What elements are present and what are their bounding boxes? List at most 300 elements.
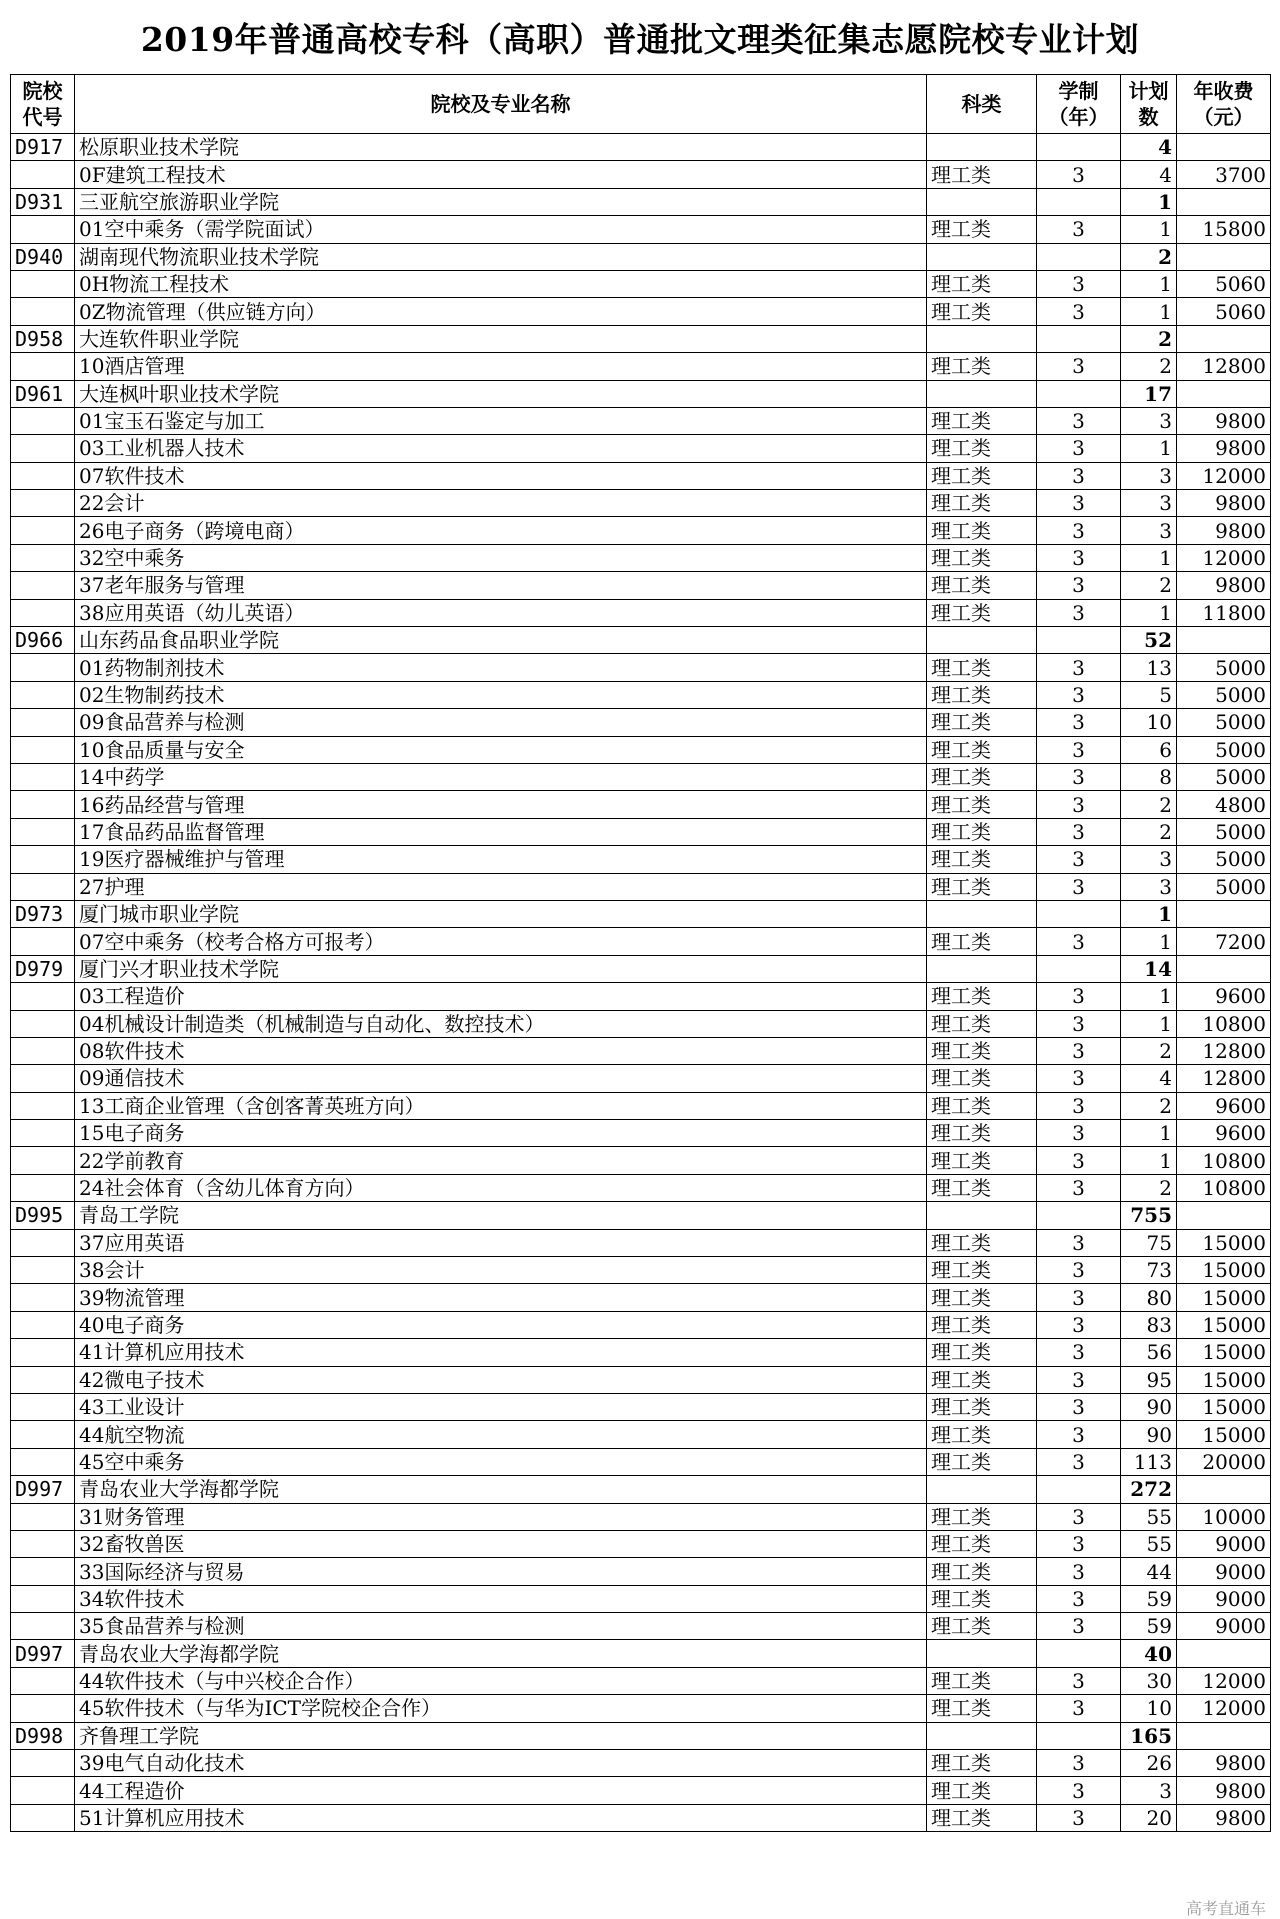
major-row (11, 1147, 1271, 1174)
header-years-line2: （年） (1048, 105, 1109, 129)
major-name: 44软件技术（与中兴校企合作） (75, 1667, 927, 1694)
table-body (11, 134, 1271, 1832)
school-row (11, 188, 1271, 215)
major-code-empty (11, 928, 75, 955)
header-years-line1: 学制 (1058, 79, 1099, 103)
major-row (11, 709, 1271, 736)
major-code-empty (11, 161, 75, 188)
school-row (11, 1640, 1271, 1667)
major-row (11, 1092, 1271, 1119)
major-fee: 5000 (1177, 709, 1271, 736)
major-code-empty (11, 270, 75, 297)
school-fee-empty (1177, 1202, 1271, 1229)
major-name: 04机械设计制造类（机械制造与自动化、数控技术） (75, 1010, 927, 1037)
major-plan: 1 (1121, 983, 1177, 1010)
major-plan: 2 (1121, 1037, 1177, 1064)
header-name: 院校及专业名称 (75, 75, 927, 134)
major-category: 理工类 (927, 928, 1037, 955)
school-fee-empty (1177, 380, 1271, 407)
major-code-empty (11, 1229, 75, 1256)
major-code-empty (11, 490, 75, 517)
school-name: 青岛农业大学海都学院 (75, 1476, 927, 1503)
major-fee: 9800 (1177, 572, 1271, 599)
major-plan: 1 (1121, 1120, 1177, 1147)
major-name: 44工程造价 (75, 1777, 927, 1804)
major-plan: 1 (1121, 270, 1177, 297)
major-code-empty (11, 1503, 75, 1530)
major-fee: 15000 (1177, 1257, 1271, 1284)
major-plan: 44 (1121, 1558, 1177, 1585)
school-category-empty (927, 627, 1037, 654)
major-row (11, 1120, 1271, 1147)
major-category: 理工类 (927, 462, 1037, 489)
major-plan: 1 (1121, 544, 1177, 571)
major-code-empty (11, 873, 75, 900)
major-years: 3 (1037, 873, 1121, 900)
major-name: 32畜牧兽医 (75, 1530, 927, 1557)
major-category: 理工类 (927, 1229, 1037, 1256)
major-name: 39物流管理 (75, 1284, 927, 1311)
school-name: 大连枫叶职业技术学院 (75, 380, 927, 407)
school-category-empty (927, 1202, 1037, 1229)
major-fee: 5060 (1177, 298, 1271, 325)
major-name: 37应用英语 (75, 1229, 927, 1256)
major-fee: 9600 (1177, 983, 1271, 1010)
major-fee: 5000 (1177, 763, 1271, 790)
major-plan: 55 (1121, 1503, 1177, 1530)
major-row (11, 1695, 1271, 1722)
major-plan: 1 (1121, 435, 1177, 462)
major-row (11, 270, 1271, 297)
school-fee-empty (1177, 1722, 1271, 1749)
school-plan-total: 14 (1121, 955, 1177, 982)
major-category: 理工类 (927, 298, 1037, 325)
major-category: 理工类 (927, 572, 1037, 599)
major-years: 3 (1037, 1092, 1121, 1119)
school-plan-total: 165 (1121, 1722, 1177, 1749)
major-fee: 9800 (1177, 1750, 1271, 1777)
school-plan-total: 2 (1121, 325, 1177, 352)
school-category-empty (927, 243, 1037, 270)
major-years: 3 (1037, 270, 1121, 297)
school-plan-total: 1 (1121, 188, 1177, 215)
major-fee: 9800 (1177, 490, 1271, 517)
major-name: 38应用英语（幼儿英语） (75, 599, 927, 626)
major-category: 理工类 (927, 1804, 1037, 1831)
major-fee: 9800 (1177, 435, 1271, 462)
major-fee: 5060 (1177, 270, 1271, 297)
major-years: 3 (1037, 1393, 1121, 1420)
major-category: 理工类 (927, 1366, 1037, 1393)
school-category-empty (927, 188, 1037, 215)
major-years: 3 (1037, 599, 1121, 626)
school-category-empty (927, 1722, 1037, 1749)
major-name: 03工程造价 (75, 983, 927, 1010)
school-years-empty (1037, 243, 1121, 270)
major-row (11, 572, 1271, 599)
major-years: 3 (1037, 1777, 1121, 1804)
major-row (11, 1065, 1271, 1092)
school-years-empty (1037, 380, 1121, 407)
major-code-empty (11, 791, 75, 818)
major-fee: 12000 (1177, 1667, 1271, 1694)
major-row (11, 928, 1271, 955)
major-row (11, 1530, 1271, 1557)
major-years: 3 (1037, 462, 1121, 489)
major-category: 理工类 (927, 1750, 1037, 1777)
major-fee: 9000 (1177, 1558, 1271, 1585)
major-years: 3 (1037, 216, 1121, 243)
major-name: 01宝玉石鉴定与加工 (75, 407, 927, 434)
major-category: 理工类 (927, 1503, 1037, 1530)
major-category: 理工类 (927, 873, 1037, 900)
major-row (11, 1037, 1271, 1064)
school-name: 山东药品食品职业学院 (75, 627, 927, 654)
major-category: 理工类 (927, 736, 1037, 763)
major-years: 3 (1037, 763, 1121, 790)
school-row (11, 325, 1271, 352)
major-name: 40电子商务 (75, 1311, 927, 1338)
school-fee-empty (1177, 325, 1271, 352)
major-category: 理工类 (927, 1585, 1037, 1612)
school-row (11, 380, 1271, 407)
major-name: 27护理 (75, 873, 927, 900)
major-fee: 5000 (1177, 654, 1271, 681)
major-category: 理工类 (927, 1092, 1037, 1119)
major-code-empty (11, 1339, 75, 1366)
major-row (11, 1393, 1271, 1420)
major-plan: 1 (1121, 928, 1177, 955)
major-category: 理工类 (927, 1037, 1037, 1064)
major-years: 3 (1037, 709, 1121, 736)
major-plan: 8 (1121, 763, 1177, 790)
major-row (11, 1804, 1271, 1831)
school-code: D931 (11, 188, 75, 215)
major-fee: 12800 (1177, 353, 1271, 380)
header-plan-line2: 数 (1138, 105, 1159, 129)
major-fee: 9600 (1177, 1092, 1271, 1119)
major-fee: 12000 (1177, 462, 1271, 489)
major-category: 理工类 (927, 1695, 1037, 1722)
major-code-empty (11, 846, 75, 873)
major-years: 3 (1037, 736, 1121, 763)
school-plan-total: 2 (1121, 243, 1177, 270)
major-code-empty (11, 517, 75, 544)
major-code-empty (11, 818, 75, 845)
major-code-empty (11, 1010, 75, 1037)
major-fee: 5000 (1177, 818, 1271, 845)
major-plan: 3 (1121, 1777, 1177, 1804)
major-plan: 3 (1121, 846, 1177, 873)
major-years: 3 (1037, 846, 1121, 873)
major-category: 理工类 (927, 654, 1037, 681)
major-category: 理工类 (927, 1393, 1037, 1420)
major-years: 3 (1037, 517, 1121, 544)
major-plan: 1 (1121, 298, 1177, 325)
major-code-empty (11, 1804, 75, 1831)
school-plan-total: 272 (1121, 1476, 1177, 1503)
major-years: 3 (1037, 1065, 1121, 1092)
school-years-empty (1037, 900, 1121, 927)
school-plan-total: 17 (1121, 380, 1177, 407)
major-code-empty (11, 1257, 75, 1284)
major-code-empty (11, 1448, 75, 1475)
school-code: D997 (11, 1640, 75, 1667)
major-name: 24社会体育（含幼儿体育方向） (75, 1174, 927, 1201)
major-fee: 11800 (1177, 599, 1271, 626)
major-category: 理工类 (927, 353, 1037, 380)
major-plan: 4 (1121, 161, 1177, 188)
major-plan: 1 (1121, 216, 1177, 243)
major-years: 3 (1037, 1750, 1121, 1777)
major-fee: 20000 (1177, 1448, 1271, 1475)
major-years: 3 (1037, 791, 1121, 818)
major-row (11, 1229, 1271, 1256)
major-code-empty (11, 1421, 75, 1448)
school-years-empty (1037, 188, 1121, 215)
major-row (11, 435, 1271, 462)
major-name: 31财务管理 (75, 1503, 927, 1530)
major-years: 3 (1037, 1366, 1121, 1393)
major-name: 17食品药品监督管理 (75, 818, 927, 845)
school-row (11, 955, 1271, 982)
major-name: 41计算机应用技术 (75, 1339, 927, 1366)
major-name: 09食品营养与检测 (75, 709, 927, 736)
major-category: 理工类 (927, 1558, 1037, 1585)
major-category: 理工类 (927, 1284, 1037, 1311)
major-name: 08软件技术 (75, 1037, 927, 1064)
major-name: 45软件技术（与华为ICT学院校企合作） (75, 1695, 927, 1722)
major-code-empty (11, 1284, 75, 1311)
major-years: 3 (1037, 1257, 1121, 1284)
major-code-empty (11, 572, 75, 599)
major-plan: 4 (1121, 1065, 1177, 1092)
major-name: 02生物制药技术 (75, 681, 927, 708)
major-years: 3 (1037, 572, 1121, 599)
major-name: 43工业设计 (75, 1393, 927, 1420)
major-years: 3 (1037, 1585, 1121, 1612)
major-code-empty (11, 1667, 75, 1694)
major-plan: 10 (1121, 709, 1177, 736)
major-years: 3 (1037, 1503, 1121, 1530)
major-years: 3 (1037, 1174, 1121, 1201)
major-category: 理工类 (927, 1311, 1037, 1338)
school-fee-empty (1177, 900, 1271, 927)
major-code-empty (11, 1366, 75, 1393)
major-code-empty (11, 654, 75, 681)
major-name: 22学前教育 (75, 1147, 927, 1174)
major-name: 15电子商务 (75, 1120, 927, 1147)
major-years: 3 (1037, 298, 1121, 325)
school-years-empty (1037, 627, 1121, 654)
major-years: 3 (1037, 353, 1121, 380)
major-plan: 6 (1121, 736, 1177, 763)
major-category: 理工类 (927, 490, 1037, 517)
major-name: 01药物制剂技术 (75, 654, 927, 681)
major-row (11, 216, 1271, 243)
major-years: 3 (1037, 435, 1121, 462)
major-code-empty (11, 1585, 75, 1612)
major-plan: 95 (1121, 1366, 1177, 1393)
school-years-empty (1037, 1476, 1121, 1503)
major-fee: 5000 (1177, 846, 1271, 873)
school-name: 厦门兴才职业技术学院 (75, 955, 927, 982)
header-fee (1177, 75, 1271, 134)
school-fee-empty (1177, 1476, 1271, 1503)
major-code-empty (11, 1174, 75, 1201)
major-name: 13工商企业管理（含创客菁英班方向） (75, 1092, 927, 1119)
major-years: 3 (1037, 1695, 1121, 1722)
school-code: D917 (11, 134, 75, 161)
major-row (11, 490, 1271, 517)
major-fee: 15000 (1177, 1284, 1271, 1311)
major-code-empty (11, 1120, 75, 1147)
major-fee: 9800 (1177, 1804, 1271, 1831)
major-plan: 3 (1121, 490, 1177, 517)
school-category-empty (927, 955, 1037, 982)
header-code-line1: 院校 (22, 79, 63, 103)
major-plan: 1 (1121, 1010, 1177, 1037)
major-row (11, 1613, 1271, 1640)
major-category: 理工类 (927, 1257, 1037, 1284)
major-code-empty (11, 1695, 75, 1722)
header-plan (1121, 75, 1177, 134)
page-title: 2019年普通高校专科（高职）普通批文理类征集志愿院校专业计划 (140, 20, 1140, 59)
major-name: 19医疗器械维护与管理 (75, 846, 927, 873)
major-category: 理工类 (927, 1448, 1037, 1475)
major-row (11, 1503, 1271, 1530)
major-fee: 10800 (1177, 1174, 1271, 1201)
school-years-empty (1037, 955, 1121, 982)
school-plan-total: 1 (1121, 900, 1177, 927)
major-years: 3 (1037, 1339, 1121, 1366)
major-plan: 55 (1121, 1530, 1177, 1557)
school-plan-total: 755 (1121, 1202, 1177, 1229)
major-years: 3 (1037, 161, 1121, 188)
school-plan-total: 4 (1121, 134, 1177, 161)
major-name: 16药品经营与管理 (75, 791, 927, 818)
major-years: 3 (1037, 983, 1121, 1010)
major-row (11, 983, 1271, 1010)
major-plan: 3 (1121, 462, 1177, 489)
major-category: 理工类 (927, 517, 1037, 544)
major-fee: 10800 (1177, 1010, 1271, 1037)
major-row (11, 544, 1271, 571)
major-name: 33国际经济与贸易 (75, 1558, 927, 1585)
school-code: D997 (11, 1476, 75, 1503)
major-name: 01空中乘务（需学院面试） (75, 216, 927, 243)
header-fee-line2: （元） (1193, 105, 1254, 129)
major-name: 35食品营养与检测 (75, 1613, 927, 1640)
school-code: D998 (11, 1722, 75, 1749)
school-name: 湖南现代物流职业技术学院 (75, 243, 927, 270)
major-code-empty (11, 983, 75, 1010)
major-category: 理工类 (927, 1065, 1037, 1092)
header-category: 科类 (927, 75, 1037, 134)
major-row (11, 1421, 1271, 1448)
major-fee: 15800 (1177, 216, 1271, 243)
major-name: 45空中乘务 (75, 1448, 927, 1475)
major-code-empty (11, 1393, 75, 1420)
major-code-empty (11, 544, 75, 571)
major-name: 32空中乘务 (75, 544, 927, 571)
major-row (11, 1750, 1271, 1777)
major-fee: 4800 (1177, 791, 1271, 818)
major-plan: 2 (1121, 818, 1177, 845)
major-plan: 2 (1121, 791, 1177, 818)
major-name: 37老年服务与管理 (75, 572, 927, 599)
school-code: D995 (11, 1202, 75, 1229)
major-plan: 3 (1121, 517, 1177, 544)
major-category: 理工类 (927, 709, 1037, 736)
major-category: 理工类 (927, 818, 1037, 845)
major-row (11, 599, 1271, 626)
major-fee: 9000 (1177, 1613, 1271, 1640)
major-plan: 2 (1121, 1174, 1177, 1201)
major-fee: 15000 (1177, 1339, 1271, 1366)
major-row (11, 1174, 1271, 1201)
major-row (11, 846, 1271, 873)
major-fee: 7200 (1177, 928, 1271, 955)
major-plan: 3 (1121, 873, 1177, 900)
major-plan: 59 (1121, 1585, 1177, 1612)
major-row (11, 462, 1271, 489)
major-plan: 75 (1121, 1229, 1177, 1256)
school-row (11, 1202, 1271, 1229)
major-fee: 12000 (1177, 1695, 1271, 1722)
school-plan-total: 40 (1121, 1640, 1177, 1667)
major-fee: 12800 (1177, 1065, 1271, 1092)
major-years: 3 (1037, 1284, 1121, 1311)
major-row (11, 1667, 1271, 1694)
major-category: 理工类 (927, 1667, 1037, 1694)
major-row (11, 818, 1271, 845)
major-code-empty (11, 736, 75, 763)
major-category: 理工类 (927, 599, 1037, 626)
major-years: 3 (1037, 1804, 1121, 1831)
major-years: 3 (1037, 1037, 1121, 1064)
major-category: 理工类 (927, 544, 1037, 571)
school-code: D958 (11, 325, 75, 352)
major-years: 3 (1037, 681, 1121, 708)
school-code: D940 (11, 243, 75, 270)
major-row (11, 1585, 1271, 1612)
major-row (11, 763, 1271, 790)
major-plan: 1 (1121, 1147, 1177, 1174)
school-years-empty (1037, 1202, 1121, 1229)
major-fee: 3700 (1177, 161, 1271, 188)
major-years: 3 (1037, 1448, 1121, 1475)
major-fee: 9800 (1177, 1777, 1271, 1804)
school-category-empty (927, 1640, 1037, 1667)
major-row (11, 1010, 1271, 1037)
major-years: 3 (1037, 407, 1121, 434)
major-code-empty (11, 599, 75, 626)
major-row (11, 517, 1271, 544)
major-name: 44航空物流 (75, 1421, 927, 1448)
major-row (11, 298, 1271, 325)
major-code-empty (11, 1092, 75, 1119)
major-plan: 90 (1121, 1393, 1177, 1420)
major-plan: 5 (1121, 681, 1177, 708)
major-code-empty (11, 462, 75, 489)
school-row (11, 627, 1271, 654)
major-years: 3 (1037, 1120, 1121, 1147)
major-name: 22会计 (75, 490, 927, 517)
major-fee: 5000 (1177, 736, 1271, 763)
major-category: 理工类 (927, 1339, 1037, 1366)
major-fee: 15000 (1177, 1229, 1271, 1256)
